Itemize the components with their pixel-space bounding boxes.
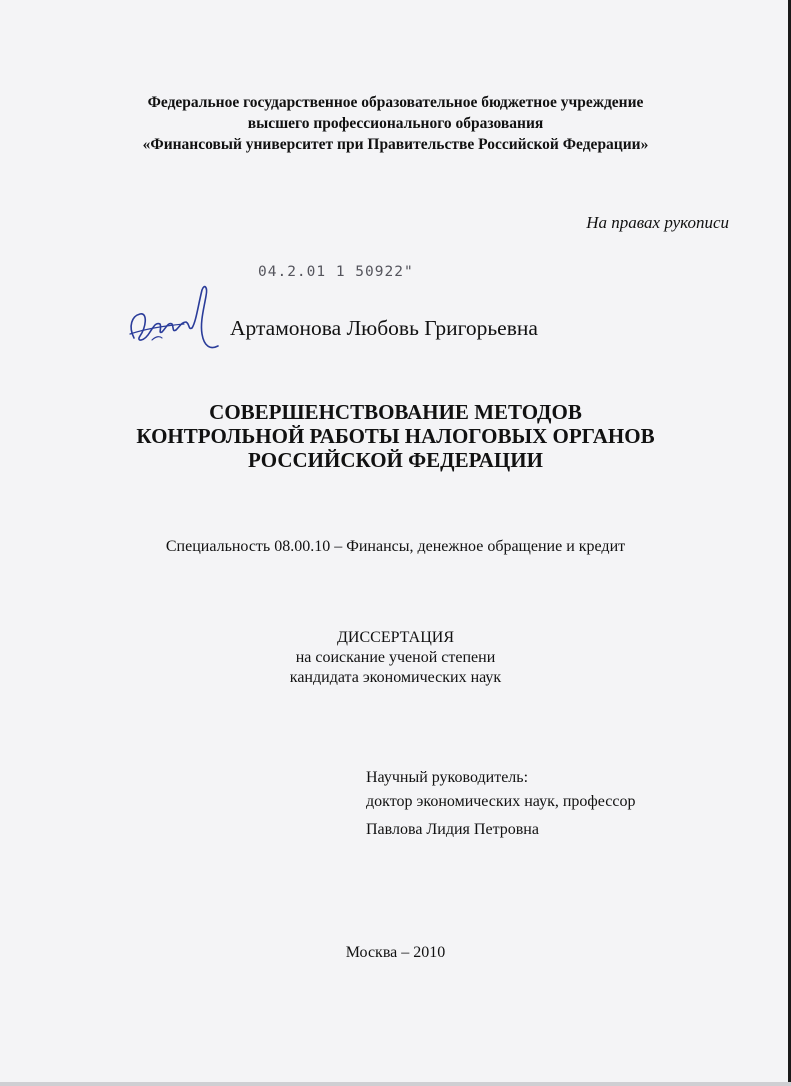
title-line-3: РОССИЙСКОЙ ФЕДЕРАЦИИ [248, 448, 543, 472]
degree-line-2: кандидата экономических наук [289, 669, 502, 686]
institution-line-3: «Финансовый университет при Правительстве Российской Федерации» [142, 136, 649, 153]
degree-line-1: на соискание ученой степени [295, 649, 496, 666]
supervisor-label: Научный руководитель: [366, 769, 529, 786]
city-year: Москва – 2010 [345, 944, 446, 961]
supervisor-block [366, 766, 636, 842]
author-signature [122, 276, 222, 366]
author-name: Артамонова Любовь Григорьевна [230, 316, 538, 340]
specialty-line: Специальность 08.00.10 – Финансы, денежное обращение и кредит [165, 538, 626, 555]
page-bottom-edge [0, 1082, 791, 1086]
institution-line-2: высшего профессионального образования [247, 115, 544, 132]
institution-line-1: Федеральное государственное образовательное бюджетное учреждение [147, 94, 644, 111]
institution-header [0, 92, 791, 155]
supervisor-degree: доктор экономических наук, профессор [366, 793, 636, 810]
registration-stamp-number: 04.2.01 1 50922" [258, 264, 414, 280]
degree-block [0, 628, 791, 688]
dissertation-heading: ДИССЕРТАЦИЯ [337, 629, 454, 646]
supervisor-name: Павлова Лидия Петровна [366, 821, 539, 838]
manuscript-rights-note: На правах рукописи [586, 213, 729, 232]
title-line-2: КОНТРОЛЬНОЙ РАБОТЫ НАЛОГОВЫХ ОРГАНОВ [136, 424, 655, 448]
title-line-1: СОВЕРШЕНСТВОВАНИЕ МЕТОДОВ [209, 400, 582, 424]
dissertation-title [0, 400, 791, 472]
